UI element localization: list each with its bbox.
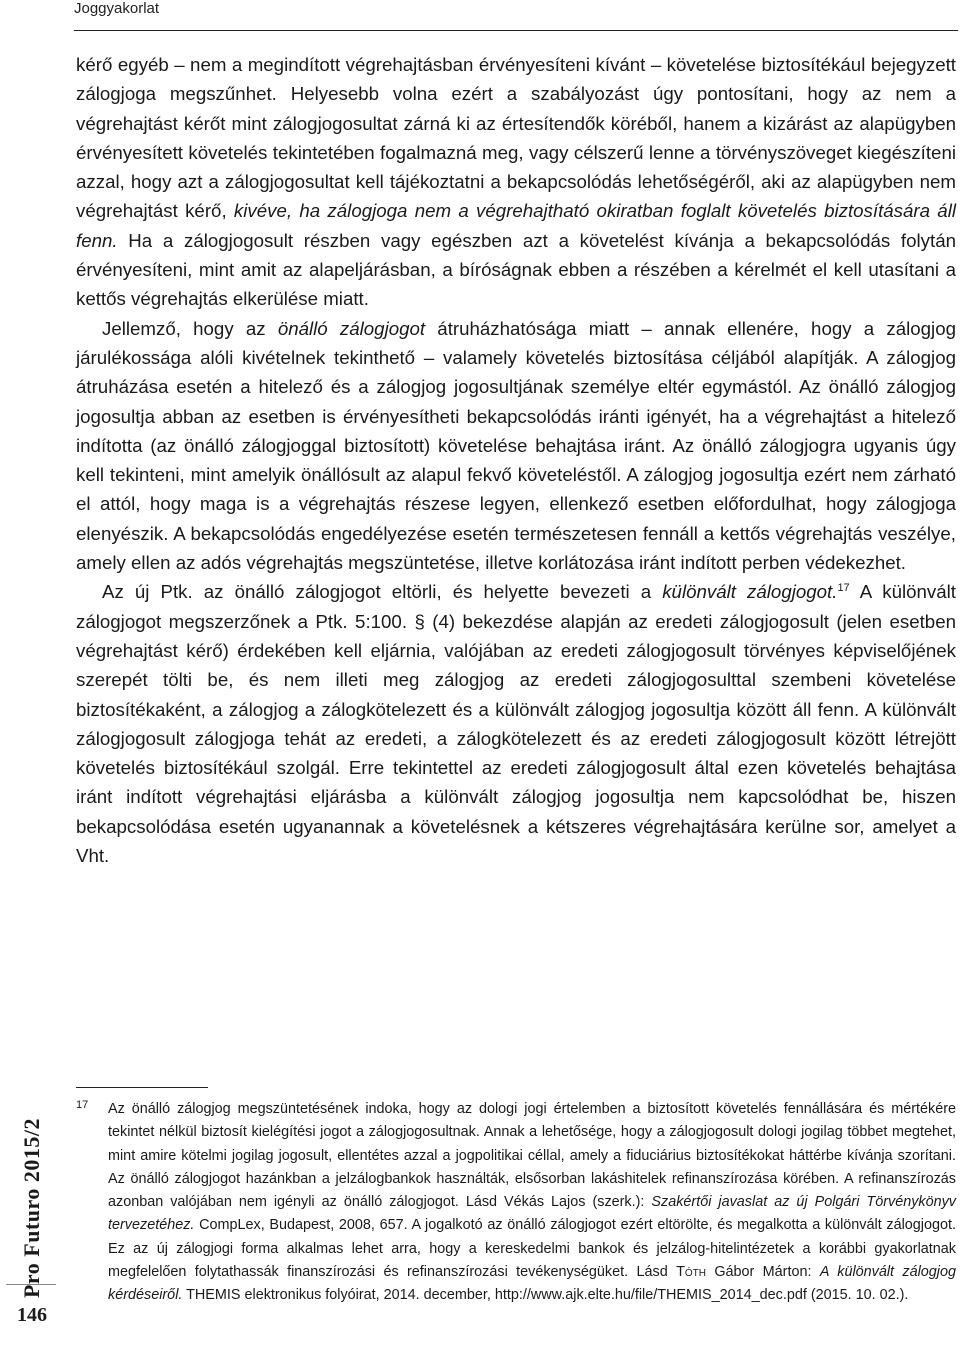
- footnote-italic-a: Szakértői javaslat az új Polgári Törvénykönyv tervezetéhez.: [108, 1194, 956, 1234]
- paragraph-1-text-a: kérő egyéb – nem a megindított végrehajtásban érvényesíteni kívánt – követelése biztosítékául bejegyzett zálogjoga megszűnhet. Helyesebb volna ezért a szabályozást úgy pontosítani, hogy az nem a végrehajtást kérőt mint zálogjogosultat zárná ki az értesítendők köréből, hanem a kizárást az alapügyben érvényesített követelés tekintetében fogalmazná meg, vagy célszerű lenne a törvényszöveget kiegészíteni azzal, hogy azt a zálogjogosultat kell tájékoztatni a bekapcsolódás lehetőségéről, aki az alapügyben nem végrehajtást kérő,: [76, 54, 956, 222]
- paragraph-3: [76, 577, 956, 870]
- footnote-reference[interactable]: 17: [837, 582, 850, 595]
- header-rule: [74, 30, 958, 31]
- paragraph-1: [76, 50, 956, 314]
- footnote-rule: [76, 1087, 208, 1088]
- section-label: Joggyakorlat: [74, 0, 160, 17]
- paragraph-2: [76, 314, 956, 578]
- paragraph-2-text-b: átruházhatósága miatt – annak ellenére, hogy a zálogjog járulékossága alóli kivételnek tekinthető – valamely követelés biztosítása céljából alapítják. A zálogjog átruházása esetén a hitelező és a zálogjog jogosultjának személye eltér egymástól. Az önálló zálogjog jogosultja abban az esetben is érvényesítheti bekapcsolódás iránti igényét, ha a végrehajtást a hitelező indította (az önálló zálogjoggal biztosított) követelése behajtása iránt. Az önálló zálogjogra ugyanis úgy kell tekinteni, mint amelyik önállósult az alapul fekvő követeléstől. A zálogjog jogosultja ezért nem zárható el attól, hogy maga is a végrehajtás részese legyen, ellenkező esetben előfordulhat, hogy zálogjoga elenyészik. A bekapcsolódás engedélyezése esetén természetesen fennáll a kettős végrehajtás veszélye, amely ellen az adós végrehajtás megszüntetése, illetve korlátozása iránt indított perben védekezhet.: [76, 317, 956, 574]
- paragraph-1-italic: kivéve, ha zálogjoga nem a végrehajtható okiratban foglalt követelés biztosítására áll fenn.: [76, 200, 957, 251]
- footnote-italic-b: A különvált zálogjog kérdéseiről.: [108, 1264, 957, 1304]
- page-number: 146: [17, 1304, 47, 1326]
- paragraph-3-text-a: Az új Ptk. az önálló zálogjogot eltörli, és helyette bevezeti a: [102, 581, 663, 603]
- footnote: [76, 1098, 956, 1308]
- paragraph-2-italic: önálló zálogjogot: [277, 317, 426, 339]
- footnote-number: 17: [76, 1099, 89, 1111]
- footnote-text-d: THEMIS elektronikus folyóirat, 2014. december, http://www.ajk.elte.hu/file/THEMIS_2014_dec.pdf (2015. 10. 02.).: [182, 1287, 909, 1304]
- paragraph-3-italic: különvált zálogjogot.: [662, 581, 838, 603]
- footnote-text-c: Gábor Márton:: [705, 1264, 820, 1281]
- journal-name: Pro Futuro 2015/2: [19, 1117, 44, 1299]
- footnote-text: [108, 1098, 956, 1308]
- paragraph-3-text-b: A különvált zálogjogot megszerzőnek a Ptk. 5:100. § (4) bekezdése alapján az eredeti zálogjogosult (jelen esetben végrehajtást kérő) érdekében kell eljárnia, valójában az eredeti zálogjogosult törvényes képviselőjének szerepét tölti be, és nem illeti meg zálogjog az eredeti zálogjogosulttal szembeni követelése biztosítékaként, a zálogjog a zálogkötelezett és a különvált zálogjog jogosultja között áll fenn. A különvált zálogjogosult zálogjoga tehát az eredeti, a zálogkötelezett és az eredeti zálogjogosult között létrejött követelés biztosítékául szolgál. Erre tekintettel az eredeti zálogjogosult által ezen követelés behajtása iránt indított végrehajtási eljárásba a különvált zálogjog jogosultja nem kapcsolódhat be, hiszen bekapcsolódása esetén ugyanannak a követelésnek a kétszeres végrehajtására kerülne sor, amelyet a Vht.: [76, 581, 956, 867]
- footnote-author-surname: Tóth: [676, 1264, 706, 1281]
- footnote-text-b: CompLex, Budapest, 2008, 657. A jogalkotó az önálló zálogjogot ezért eltörölte, és megalkotta a különvált zálogjogot. Ez az új zálogjogi forma alkalmas lehet arra, hogy a kereskedelmi bankok és jelzálog-hitelintézetek a korábbi gyakorlatnak megfelelően folytathassák finanszírozási és refinanszírozási tevékenységüket. Lásd: [108, 1217, 956, 1281]
- paragraph-1-text-b: Ha a zálogjogosult részben vagy egészben azt a követelést kívánja a bekapcsolódás folytán érvényesíteni, mint amit az alapeljárásban, a bíróságnak ebben a részében a kérelmét el kell utasítani a kettős végrehajtás elkerülése miatt.: [76, 229, 956, 310]
- footnote-text-a: Az önálló zálogjog megszüntetésének indoka, hogy az dologi jogi értelemben a biztosított követelés fennállására és mértékére tekintet nélkül biztosít kielégítési jogot a zálogjogosultnak. Annak a lehetősége, hogy a zálogjogosult dologi jogilag többet megtehet, mint amire kötelmi jogilag jogosult, ellentétes azzal a jogpolitikai céllal, amely a fiduciárius biztosítékokat háttérbe kívánja szorítani. Az önálló zálogjogot hazánkban a jelzálogbankok használták, elsősorban lakáshitelek refinanszírozása körében. A refinanszírozás azonban valójában nem igényli az önálló zálogjogot. Lásd Vékás Lajos (szerk.):: [108, 1101, 956, 1211]
- paragraph-2-text-a: Jellemző, hogy az: [102, 317, 278, 339]
- sidebar-separator: [6, 1284, 56, 1285]
- body-text: [76, 50, 956, 870]
